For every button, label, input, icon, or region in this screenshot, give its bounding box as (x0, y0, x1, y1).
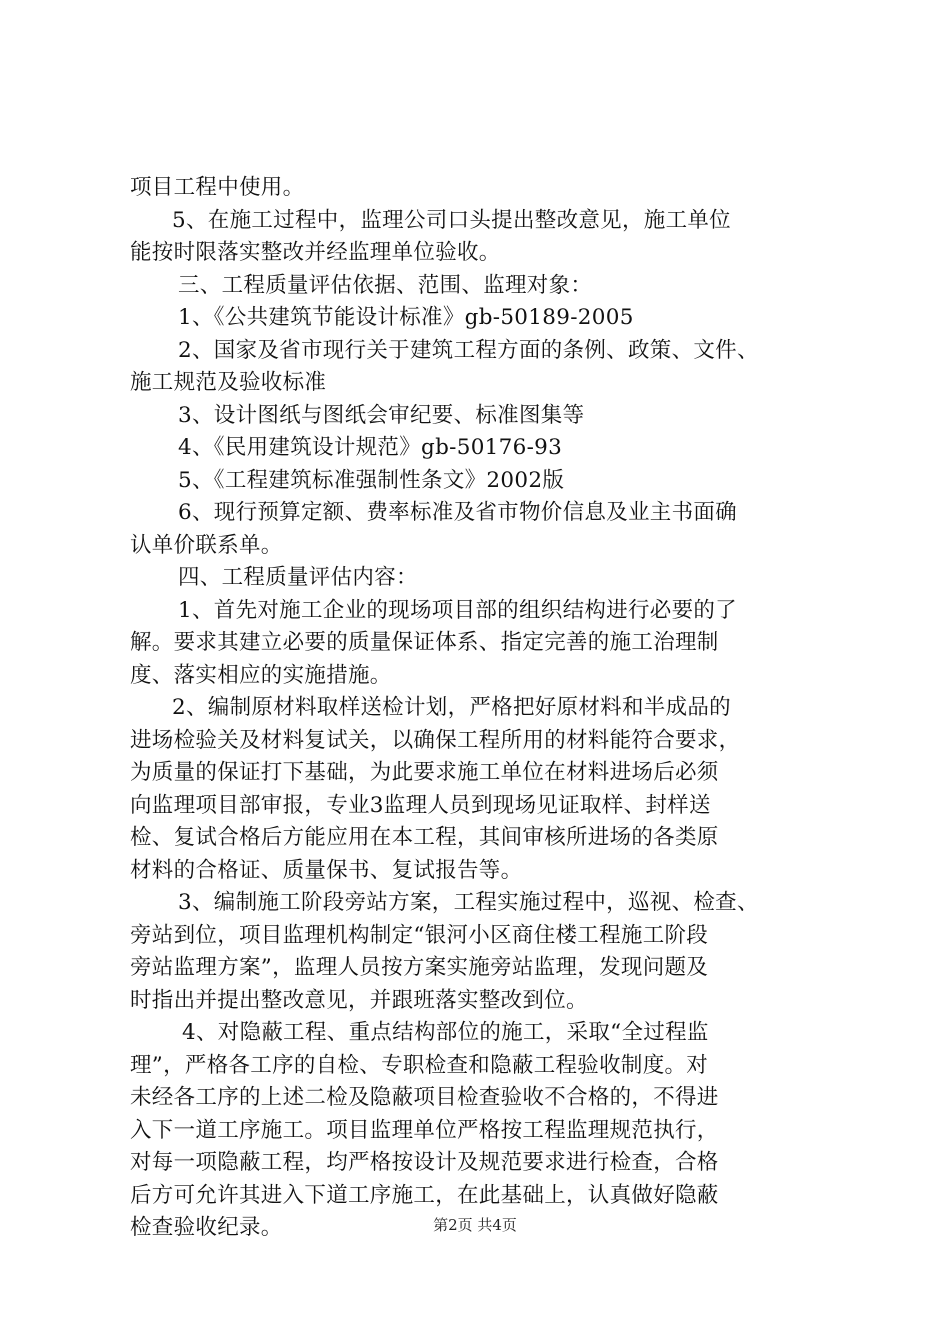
text-line: 四、工程质量评估内容： (178, 565, 418, 590)
text-line: 2、编制原材料取样送检计划，严格把好原材料和半成品的 (172, 695, 731, 720)
text-line: 理”，严格各工序的自检、专职检查和隐蔽工程验收制度。对 (130, 1052, 709, 1078)
text-line: 检、复试合格后方能应用在本工程，其间审核所进场的各类原 (130, 825, 719, 850)
text-line: 3、编制施工阶段旁站方案，工程实施过程中，巡视、检查、 (178, 890, 759, 915)
text-line: 材料的合格证、质量保书、复试报告等。 (130, 857, 523, 883)
page-footer: 第2页 共4页 (433, 1216, 517, 1234)
text-line: 5、在施工过程中，监理公司口头提出整改意见，施工单位 (172, 207, 731, 233)
text-line: 时指出并提出整改意见，并跟班落实整改到位。 (130, 987, 588, 1013)
text-line: 进场检验关及材料复试关，以确保工程所用的材料能符合要求， (130, 727, 741, 753)
text-line: 6、现行预算定额、费率标准及省市物价信息及业主书面确 (178, 500, 737, 525)
text-line: 1、首先对施工企业的现场项目部的组织结构进行必要的了 (178, 597, 737, 623)
text-line: 对每一项隐蔽工程，均严格按设计及规范要求进行检查，合格 (130, 1150, 719, 1175)
text-line: 解。要求其建立必要的质量保证体系、指定完善的施工治理制 (130, 630, 719, 655)
text-line: 能按时限落实整改并经监理单位验收。 (130, 240, 501, 265)
text-line: 项目工程中使用。 (130, 175, 305, 200)
text-line: 5、《工程建筑标准强制性条文》2002版 (178, 467, 565, 493)
document-body (130, 172, 830, 1245)
text-line: 4、《民用建筑设计规范》gb-50176-93 (178, 435, 563, 460)
text-line: 为质量的保证打下基础，为此要求施工单位在材料进场后必须 (130, 760, 719, 785)
text-line: 施工规范及验收标准 (130, 370, 327, 395)
text-line: 入下一道工序施工。项目监理单位严格按工程监理规范执行， (130, 1117, 719, 1143)
text-line: 旁站到位，项目监理机构制定“银河小区商住楼工程施工阶段 (130, 922, 709, 948)
text-line: 2、国家及省市现行关于建筑工程方面的条例、政策、文件、 (178, 337, 759, 363)
text-line: 认单价联系单。 (130, 532, 283, 558)
text-line: 检查验收纪录。 (130, 1215, 283, 1240)
text-line: 度、落实相应的实施措施。 (130, 662, 392, 688)
text-line: 后方可允许其进入下道工序施工，在此基础上，认真做好隐蔽 (130, 1182, 719, 1208)
text-line: 三、工程质量评估依据、范围、监理对象： (178, 272, 593, 298)
text-line: 3、设计图纸与图纸会审纪要、标准图集等 (178, 402, 585, 428)
text-line: 旁站监理方案”，监理人员按方案实施旁站监理，发现问题及 (130, 955, 709, 980)
text-line: 未经各工序的上述二检及隐蔽项目检查验收不合格的，不得进 (130, 1085, 719, 1110)
text-line: 4、对隐蔽工程、重点结构部位的施工，采取“全过程监 (182, 1020, 709, 1045)
text-line: 向监理项目部审报，专业3监理人员到现场见证取样、封样送 (130, 792, 711, 818)
text-line: 1、《公共建筑节能设计标准》gb-50189-2005 (178, 305, 634, 330)
